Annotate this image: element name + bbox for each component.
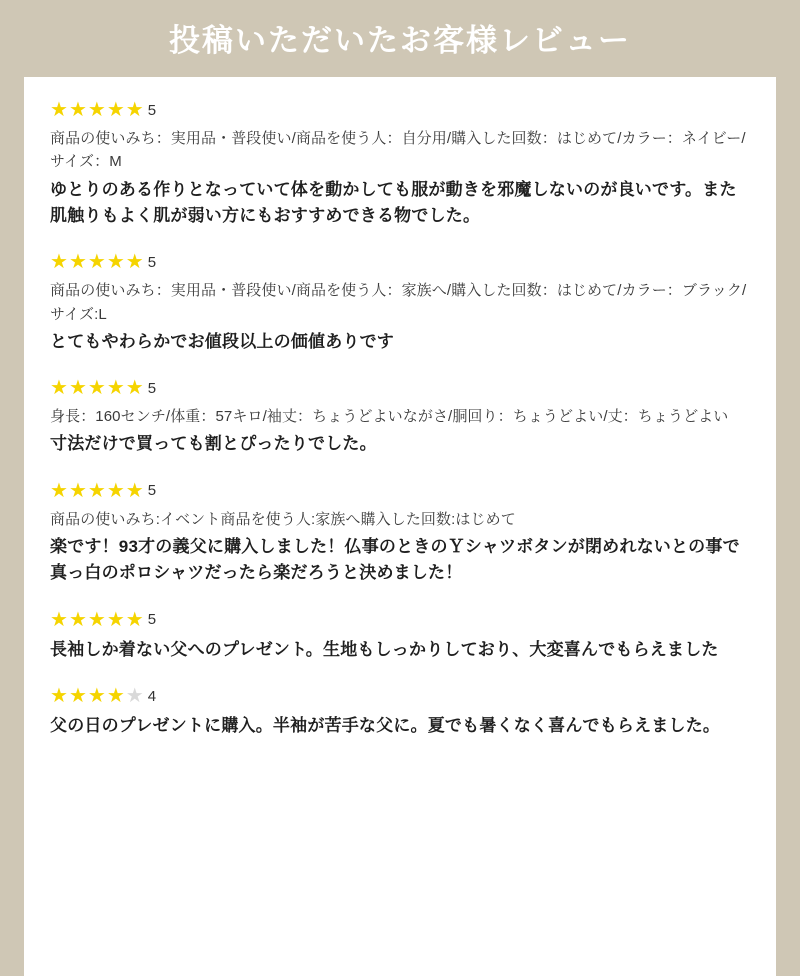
star-filled-icon: ★ (68, 99, 87, 122)
review-item (50, 685, 750, 739)
rating-value: 4 (147, 687, 157, 705)
review-meta: 身長：160センチ/体重：57キロ/袖丈：ちょうどよいながさ/胴回り：ちょうどよい/丈：ちょうどよい (50, 408, 729, 426)
review-item (50, 480, 750, 587)
star-filled-icon: ★ (50, 608, 68, 631)
rating-value: 5 (147, 253, 157, 271)
star-filled-icon: ★ (68, 479, 87, 502)
review-item (50, 377, 750, 458)
star-filled-icon: ★ (50, 479, 68, 502)
star-filled-icon: ★ (125, 608, 144, 631)
rating-value: 5 (147, 482, 157, 500)
star-filled-icon: ★ (87, 608, 106, 631)
star-filled-icon: ★ (87, 685, 106, 708)
star-filled-icon: ★ (68, 377, 87, 400)
star-filled-icon: ★ (106, 251, 125, 274)
star-filled-icon: ★ (87, 479, 106, 502)
star-filled-icon: ★ (87, 99, 106, 122)
star-filled-icon: ★ (68, 685, 87, 708)
review-body: 寸法だけで買っても割とぴったりでした。 (50, 434, 377, 454)
review-body: ゆとりのある作りとなっていて体を動かしても服が動きを邪魔しないのが良いです。また肌触りもよく肌が弱い方にもおすすめできる物でした。 (50, 179, 737, 226)
rating-stars (50, 99, 750, 121)
rating-value: 5 (147, 101, 157, 119)
page-title: 投稿いただいたお客様レビュー (169, 23, 631, 58)
star-filled-icon: ★ (50, 685, 68, 708)
review-body: 楽です！93才の義父に購入しました！仏事のときのＹシャツボタンが閉めれないとの事で真っ白のポロシャツだったら楽だろうと決めました！ (50, 537, 740, 583)
star-filled-icon: ★ (87, 377, 106, 400)
review-body: 長袖しか着ない父へのプレゼント。生地もしっかりしており、大変喜んでもらえました (50, 639, 719, 659)
star-filled-icon: ★ (87, 251, 106, 274)
star-filled-icon: ★ (106, 377, 125, 400)
star-filled-icon: ★ (125, 377, 144, 400)
rating-value: 5 (147, 379, 157, 397)
star-filled-icon: ★ (50, 99, 68, 122)
star-empty-icon: ★ (125, 685, 144, 708)
star-filled-icon: ★ (68, 251, 87, 274)
review-meta: 商品の使いみち:イベント商品を使う人:家族へ購入した回数:はじめて (50, 510, 516, 528)
rating-stars (50, 685, 750, 707)
star-filled-icon: ★ (68, 608, 87, 631)
rating-stars (50, 480, 750, 502)
star-filled-icon: ★ (50, 377, 68, 400)
review-item (50, 609, 750, 663)
star-filled-icon: ★ (106, 685, 125, 708)
review-meta: 商品の使いみち：実用品・普段使い/商品を使う人：家族へ/購入した回数：はじめて/カラー：ブラック/サイズ:L (50, 282, 747, 323)
rating-value: 5 (147, 611, 157, 629)
review-body: 父の日のプレゼントに購入。半袖が苦手な父に。夏でも暑くなく喜んでもらえました。 (50, 716, 721, 736)
review-item (50, 251, 750, 355)
star-filled-icon: ★ (125, 99, 144, 122)
review-list (24, 77, 776, 976)
rating-stars (50, 377, 750, 399)
review-item (50, 99, 750, 229)
star-filled-icon: ★ (125, 479, 144, 502)
star-filled-icon: ★ (50, 251, 68, 274)
review-body: とてもやわらかでお値段以上の価値ありです (50, 331, 394, 351)
star-filled-icon: ★ (106, 608, 125, 631)
review-meta: 商品の使いみち：実用品・普段使い/商品を使う人：自分用/購入した回数：はじめて/カラー：ネイビー/ サイズ：M (50, 130, 746, 171)
star-filled-icon: ★ (125, 251, 144, 274)
star-filled-icon: ★ (106, 99, 125, 122)
rating-stars (50, 609, 750, 631)
star-filled-icon: ★ (106, 479, 125, 502)
rating-stars (50, 251, 750, 273)
